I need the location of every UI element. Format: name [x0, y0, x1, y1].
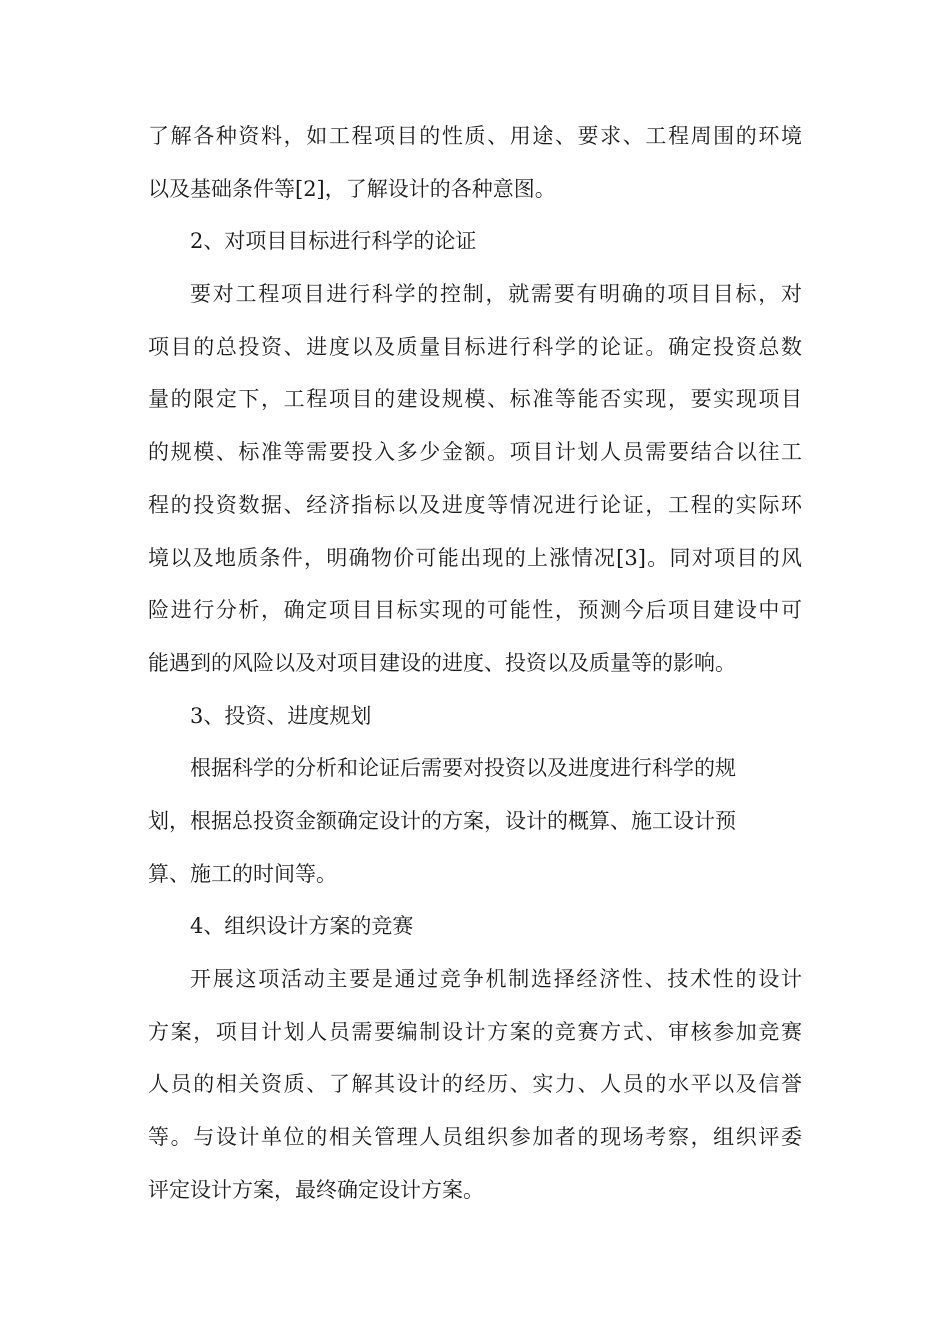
paragraph-line: 以及基础条件等[2]，了解设计的各种意图。: [148, 176, 556, 201]
paragraph-line: 开展这项活动主要是通过竞争机制选择经济性、技术性的设计: [190, 967, 802, 991]
paragraph-line: 的规模、标准等需要投入多少金额。项目计划人员需要结合以往工: [148, 440, 802, 465]
paragraph-line: 方案，项目计划人员需要编制设计方案的竞赛方式、审核参加竞赛: [148, 1019, 802, 1044]
paragraph-line: 算、施工的时间等。: [148, 861, 337, 886]
section-heading: 4、组织设计方案的竞赛: [190, 914, 414, 939]
paragraph-line: 要对工程项目进行科学的控制，就需要有明确的项目目标，对: [190, 282, 802, 307]
paragraph-line: 人员的相关资质、了解其设计的经历、实力、人员的水平以及信誉: [148, 1072, 802, 1097]
paragraph-line: 险进行分析，确定项目目标实现的可能性，预测今后项目建设中可: [148, 598, 802, 623]
paragraph-line: 划，根据总投资金额确定设计的方案，设计的概算、施工设计预: [148, 808, 736, 833]
section-heading: 3、投资、进度规划: [190, 703, 372, 728]
paragraph-line: 能遇到的风险以及对项目建设的进度、投资以及质量等的影响。: [148, 650, 736, 675]
document-body: [148, 110, 802, 1216]
paragraph-line: 程的投资数据、经济指标以及进度等情况进行论证，工程的实际环: [148, 492, 802, 517]
paragraph-line: 了解各种资料，如工程项目的性质、用途、要求、工程周围的环境: [148, 124, 802, 148]
paragraph-line: 项目的总投资、进度以及质量目标进行科学的论证。确定投资总数: [148, 334, 802, 359]
section-heading: 2、对项目目标进行科学的论证: [190, 229, 477, 254]
paragraph-line: 量的限定下，工程项目的建设规模、标准等能否实现，要实现项目: [148, 387, 802, 412]
paragraph-line: 评定设计方案，最终确定设计方案。: [148, 1177, 484, 1202]
paragraph-line: 根据科学的分析和论证后需要对投资以及进度进行科学的规: [190, 756, 736, 781]
paragraph-line: 境以及地质条件，明确物价可能出现的上涨情况[3]。同对项目的风: [148, 545, 802, 570]
paragraph-line: 等。与设计单位的相关管理人员组织参加者的现场考察，组织评委: [148, 1125, 802, 1150]
